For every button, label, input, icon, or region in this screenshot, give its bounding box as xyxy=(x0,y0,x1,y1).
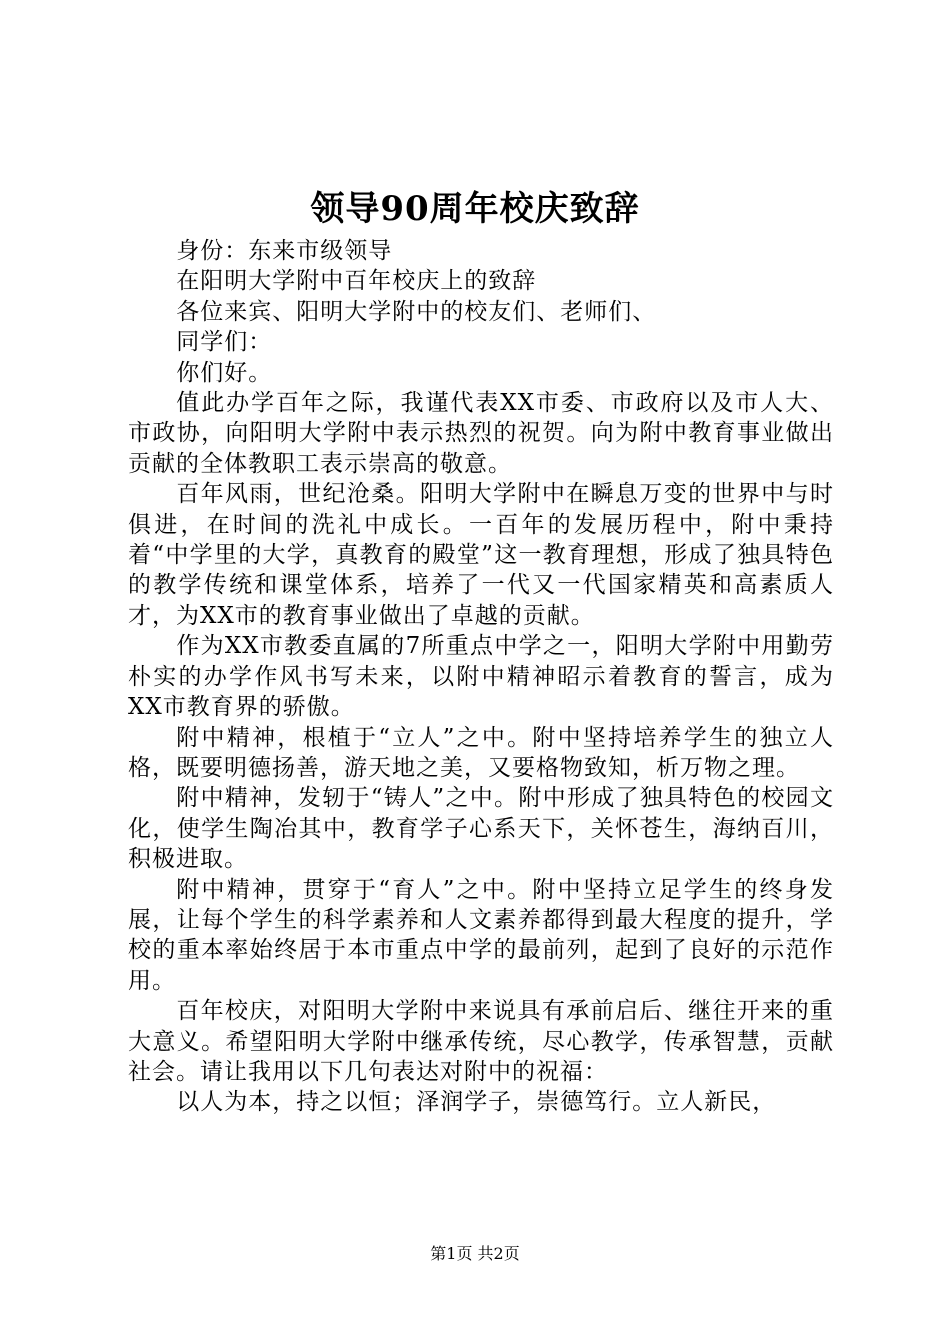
document-body xyxy=(128,236,834,1118)
paragraph-greeting: 你们好。 xyxy=(176,359,273,386)
paragraph-status: 作为XX市教委直属的7所重点中学之一，阳明大学附中用勤劳朴实的办学作风书写未来，以附中精神昭示着教育的誓言，成为XX市教育界的骄傲。 xyxy=(128,633,834,721)
paragraph-history: 百年风雨，世纪沧桑。阳明大学附中在瞬息万变的世界中与时俱进，在时间的洗礼中成长。一百年的发展历程中，附中秉持着“中学里的大学，真教育的殿堂”这一教育理想，形成了独具特色的教学传统和课堂体系，培养了一代又一代国家精英和高素质人才，为XX市的教育事业做出了卓越的贡献。 xyxy=(128,481,834,629)
paragraph-spirit-yuren: 附中精神，贯穿于“育人”之中。附中坚持立足学生的终身发展，让每个学生的科学素养和人文素养都得到最大程度的提升，学校的重本率始终居于本市重点中学的最前列，起到了良好的示范作用。 xyxy=(128,876,834,994)
page-footer: 第1页 共2页 xyxy=(430,1244,520,1263)
paragraph-salutation-students: 同学们： xyxy=(176,329,273,356)
paragraph-spirit-liren: 附中精神，根植于“立人”之中。附中坚持培养学生的独立人格，既要明德扬善，游天地之美，又要格物致知，析万物之理。 xyxy=(128,724,834,781)
paragraph-spirit-zhuren: 附中精神，发轫于“铸人”之中。附中形成了独具特色的校园文化，使学生陶冶其中，教育学子心系天下，关怀苍生，海纳百川，积极进取。 xyxy=(128,785,834,873)
paragraph-congratulations: 值此办学百年之际，我谨代表XX市委、市政府以及市人大、市政协，向阳明大学附中表示热烈的祝贺。向为附中教育事业做出贡献的全体教职工表示崇高的敬意。 xyxy=(128,390,834,477)
paragraph-centennial: 百年校庆，对阳明大学附中来说具有承前启后、继往开来的重大意义。希望阳明大学附中继承传统，尽心教学，传承智慧，贡献社会。请让我用以下几句表达对附中的祝福： xyxy=(128,998,834,1085)
paragraph-salutation: 各位来宾、阳明大学附中的校友们、老师们、 xyxy=(176,298,657,325)
document-title: 领导90周年校庆致辞 xyxy=(310,189,640,229)
paragraph-blessing: 以人为本，持之以恒；泽润学子，崇德笃行。立人新民， xyxy=(176,1089,777,1116)
paragraph-speech-occasion: 在阳明大学附中百年校庆上的致辞 xyxy=(176,268,537,295)
paragraph-identity: 身份：东来市级领导 xyxy=(176,238,393,264)
